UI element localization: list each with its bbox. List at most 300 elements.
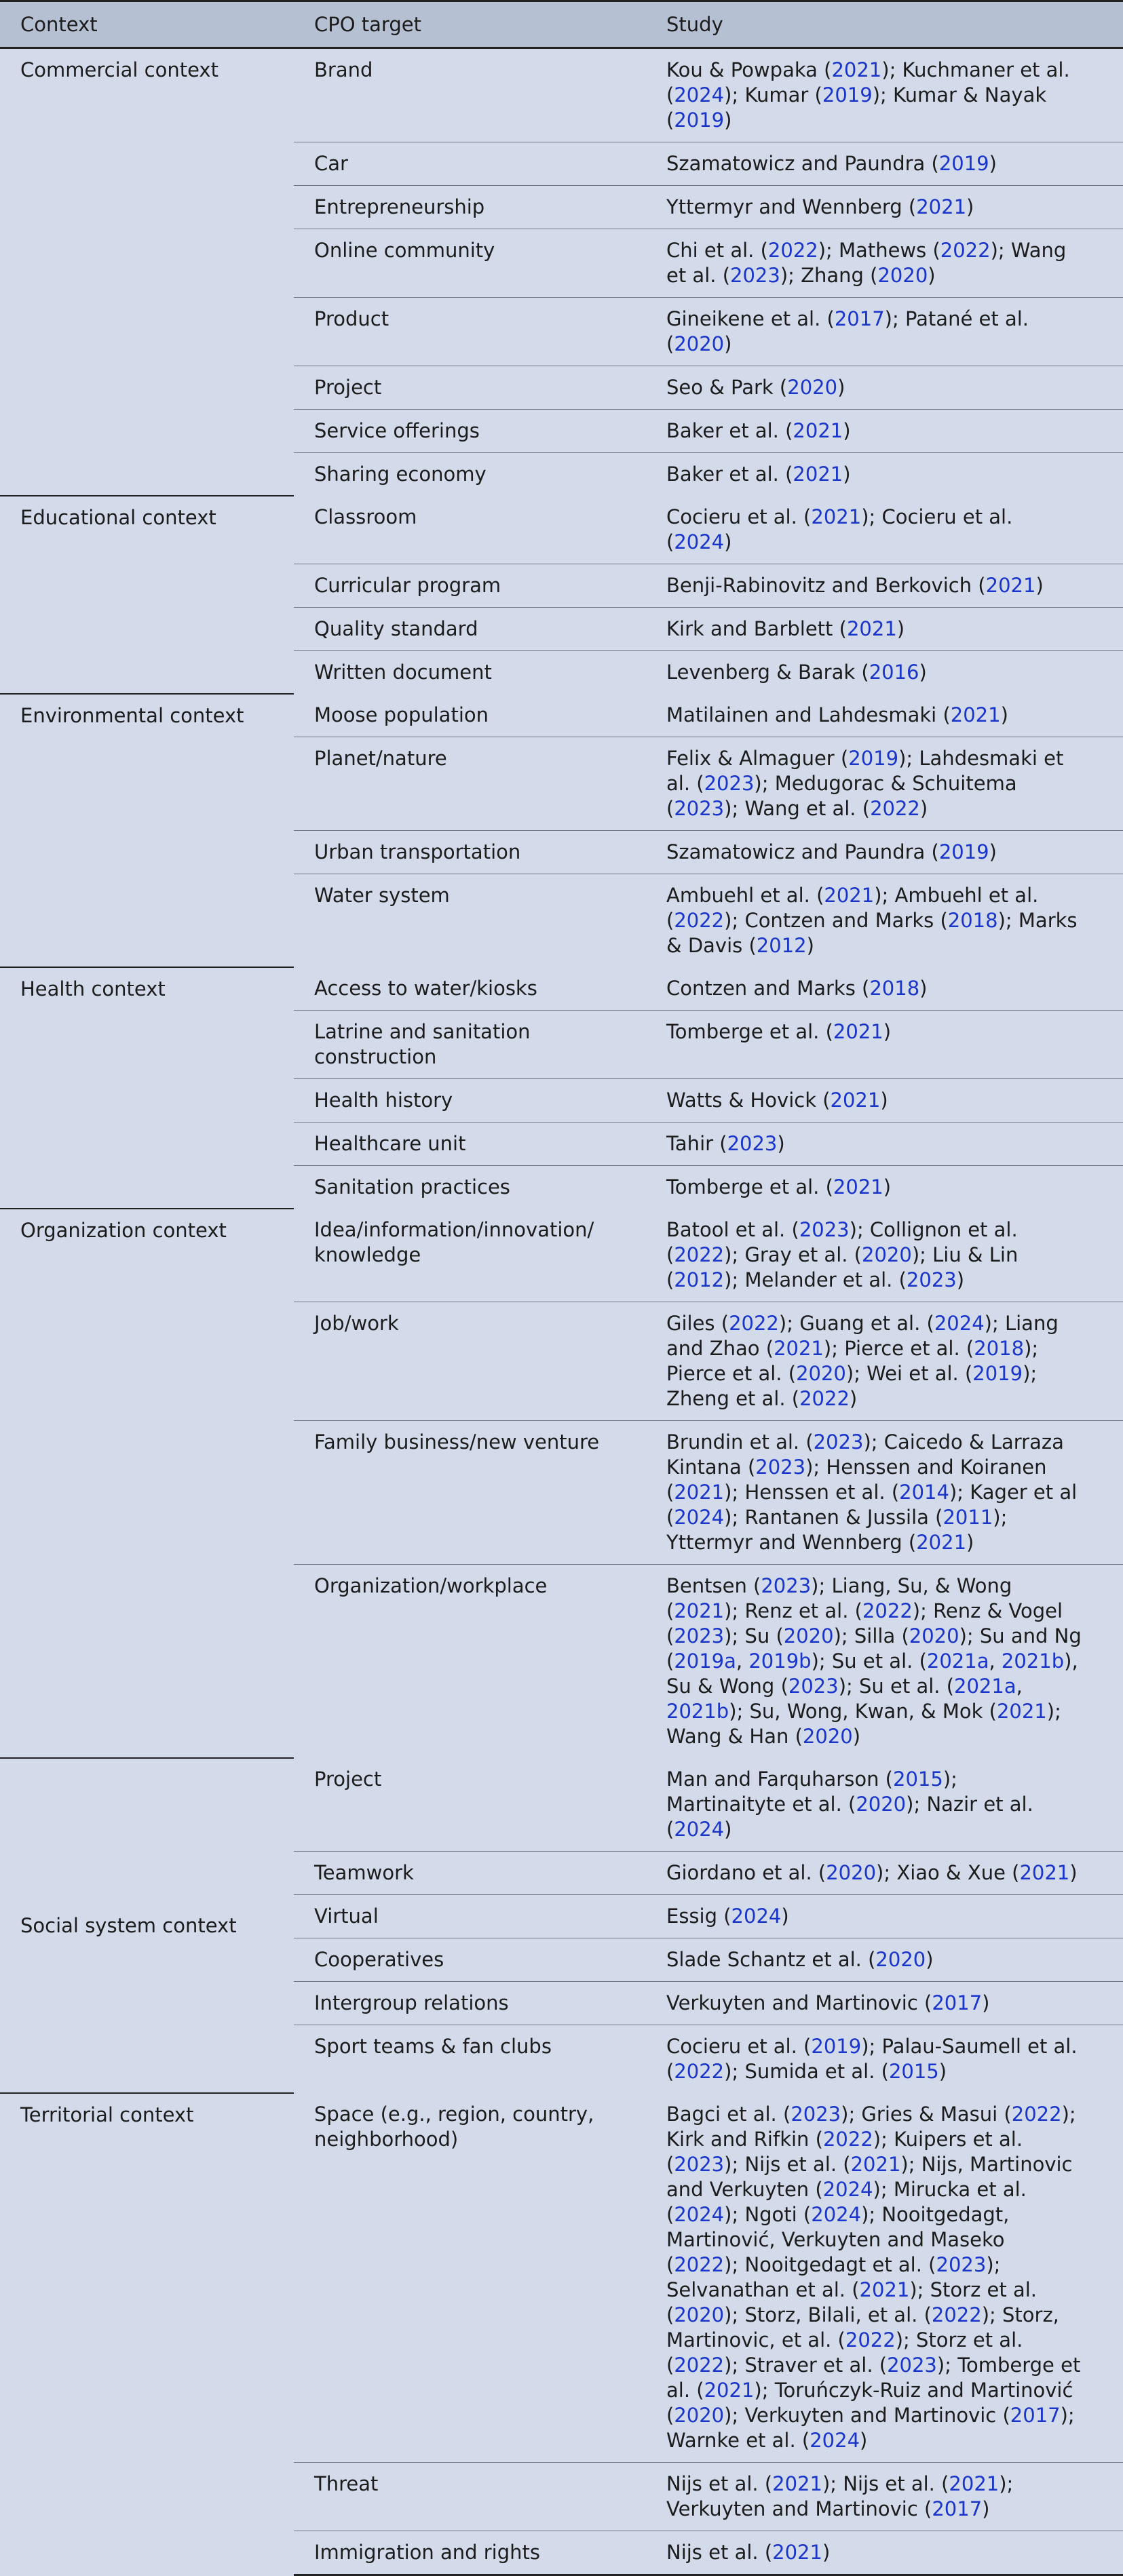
citation-text: ) — [956, 1268, 965, 1291]
year-link[interactable]: 2023 — [887, 2354, 937, 2377]
header-study: Study — [646, 1, 1123, 48]
citation-text: ); Verkuyten and Martinovic ( — [666, 2472, 1014, 2520]
study-cell — [646, 142, 1123, 186]
citation-text: ) — [896, 617, 905, 640]
year-link[interactable]: 2017 — [932, 1991, 983, 2014]
citation-text: Seo & Park ( — [666, 376, 788, 399]
study-cell — [646, 831, 1123, 874]
year-link[interactable]: 2023 — [674, 2153, 725, 2176]
citation-text: ); Caicedo & Larraza Kintana ( — [666, 1430, 1064, 1479]
citation-text: Levenberg & Barak ( — [666, 661, 869, 684]
year-link[interactable]: 2020 — [826, 1861, 877, 1884]
study-cell — [646, 496, 1123, 564]
citation-text: ) — [781, 1905, 789, 1928]
citation-text: ) — [822, 2541, 831, 2564]
year-link[interactable]: 2017 — [834, 307, 885, 330]
year-link[interactable]: 2022 — [729, 1312, 779, 1335]
year-link[interactable]: 2014 — [899, 1481, 949, 1504]
citation-text: Bagci et al. ( — [666, 2103, 791, 2126]
year-link[interactable]: 2017 — [932, 2497, 983, 2520]
citation-text: ) — [724, 1818, 732, 1841]
table-row — [0, 967, 1123, 1011]
year-link[interactable]: 2021 — [833, 1175, 883, 1198]
citation-text: Verkuyten and Martinovic ( — [666, 1991, 932, 2014]
year-link[interactable]: 2023 — [906, 1268, 957, 1291]
citation-text: Szamatowicz and Paundra ( — [666, 152, 939, 175]
citation-text: ); Gries & Masui ( — [841, 2103, 1012, 2126]
year-link[interactable]: 2022 — [674, 2354, 725, 2377]
year-link[interactable]: 2019 — [938, 840, 989, 863]
target-cell: Brand — [314, 58, 373, 81]
study-cell — [646, 1982, 1123, 2025]
target-cell: Planet/nature — [294, 737, 646, 831]
header-context: Context — [0, 1, 294, 48]
target-cell: Online community — [294, 229, 646, 298]
citation-text: Nijs et al. ( — [666, 2472, 773, 2495]
year-link[interactable]: 2023 — [727, 1132, 778, 1155]
year-link[interactable]: 2023 — [799, 1218, 850, 1241]
year-link[interactable]: 2024 — [674, 1506, 725, 1529]
year-link[interactable]: 2021 — [830, 1089, 881, 1112]
target-cell: Teamwork — [294, 1852, 646, 1895]
citation-text: ); Nijs et al. ( — [724, 2153, 851, 2176]
citation-text: ); Sumida et al. ( — [724, 2060, 889, 2083]
citation-text: Kou & Powpaka ( — [666, 58, 832, 81]
year-link[interactable]: 2018 — [869, 977, 920, 1000]
target-cell: Space (e.g., region, country, neighborhood) — [314, 2103, 594, 2151]
context-cell: Environmental context — [0, 694, 294, 967]
year-link[interactable]: 2022 — [822, 2128, 873, 2151]
year-link[interactable]: 2022 — [862, 1599, 913, 1622]
target-cell: Job/work — [294, 1302, 646, 1421]
year-link[interactable]: 2022 — [931, 2303, 982, 2326]
study-cell — [646, 2463, 1123, 2531]
citation-text: ) — [880, 1089, 888, 1112]
table-body — [0, 48, 1123, 2575]
year-link[interactable]: 2021 — [950, 703, 1001, 726]
citation-text: ); Su, Wong, Kwan, & Mok ( — [729, 1700, 997, 1723]
target-cell: Organization/workplace — [294, 1565, 646, 1759]
citation-text: ) — [919, 977, 928, 1000]
year-link[interactable]: 2019 — [972, 1362, 1023, 1385]
citation-text: ); Liu & Lin ( — [666, 1243, 1019, 1291]
citation-text: ) — [938, 2060, 947, 2083]
citation-text: Tomberge et al. ( — [666, 1175, 833, 1198]
citation-text: ); Palau-Saumell et al. ( — [666, 2035, 1078, 2083]
citation-text: ); Wang & Han ( — [666, 1700, 1061, 1748]
year-link[interactable]: 2023 — [704, 772, 755, 795]
year-link[interactable]: 2022 — [674, 1243, 725, 1266]
target-cell: Quality standard — [294, 608, 646, 651]
study-cell — [646, 694, 1123, 737]
year-link[interactable]: 2021 — [859, 2278, 910, 2301]
year-link[interactable]: 2022 — [940, 239, 991, 262]
citation-text: ); Zhang ( — [780, 264, 878, 287]
citation-text: ); Su ( — [724, 1624, 784, 1647]
study-cell — [646, 2531, 1123, 2575]
citation-text: Yttermyr and Wennberg ( — [666, 195, 917, 218]
context-cell: Health context — [0, 967, 294, 1209]
year-link[interactable]: 2020 — [909, 1624, 959, 1647]
citation-text: Szamatowicz and Paundra ( — [666, 840, 939, 863]
citation-text: ) — [883, 1175, 892, 1198]
year-link[interactable]: 2019b — [748, 1650, 812, 1673]
citation-text: ); Patané et al. ( — [666, 307, 1029, 355]
citation-text: Contzen and Marks ( — [666, 977, 870, 1000]
year-link[interactable]: 2022 — [674, 909, 725, 932]
citation-text: ); Kager et al ( — [666, 1481, 1078, 1529]
citation-text: Man and Farquharson ( — [666, 1768, 893, 1791]
year-link[interactable]: 2023 — [936, 2253, 987, 2276]
target-cell: Health history — [294, 1079, 646, 1123]
year-link[interactable]: 2020 — [783, 1624, 834, 1647]
year-link[interactable]: 2019 — [674, 109, 725, 132]
target-cell: Urban transportation — [294, 831, 646, 874]
year-link[interactable]: 2011 — [943, 1506, 993, 1529]
citation-text: ); Wei et al. ( — [845, 1362, 973, 1385]
target-cell: Classroom — [314, 505, 417, 528]
year-link[interactable]: 2021 — [831, 58, 882, 81]
citation-text: ); Su et al. ( — [811, 1650, 927, 1673]
study-cell — [646, 967, 1123, 1011]
year-link[interactable]: 2021 — [811, 505, 862, 528]
citation-text: ); Storz et al. ( — [666, 2278, 1038, 2326]
citation-text: ); Nijs et al. ( — [822, 2472, 949, 2495]
study-cell — [646, 651, 1123, 695]
year-link[interactable]: 2022 — [845, 2328, 896, 2351]
study-cell — [646, 298, 1123, 366]
citation-text: ); Nazir et al. ( — [666, 1793, 1033, 1841]
study-cell — [646, 1895, 1123, 1938]
year-link[interactable]: 2019 — [822, 83, 873, 106]
year-link[interactable]: 2016 — [869, 661, 919, 684]
year-link[interactable]: 2021 — [916, 195, 967, 218]
citation-text: ) — [843, 463, 851, 486]
citation-text: Bentsen ( — [666, 1574, 761, 1597]
year-link[interactable]: 2015 — [888, 2060, 939, 2083]
year-link[interactable]: 2021 — [772, 2472, 822, 2495]
citation-text: , — [736, 1650, 749, 1673]
citation-text: ); Wang et al. ( — [666, 239, 1067, 287]
year-link[interactable]: 2017 — [1010, 2404, 1061, 2427]
year-link[interactable]: 2020 — [674, 2303, 725, 2326]
year-link[interactable]: 2021 — [996, 1700, 1047, 1723]
study-cell — [646, 608, 1123, 651]
year-link[interactable]: 2021 — [846, 617, 897, 640]
citation-text: ) — [966, 1531, 974, 1554]
citation-text: ) — [919, 797, 928, 820]
year-link[interactable]: 2022 — [799, 1387, 850, 1410]
citation-text: ); Warnke et al. ( — [666, 2404, 1075, 2452]
year-link[interactable]: 2021a — [926, 1650, 989, 1673]
year-link[interactable]: 2024 — [674, 530, 725, 553]
year-link[interactable]: 2021 — [1019, 1861, 1070, 1884]
target-cell: Sanitation practices — [294, 1166, 646, 1209]
year-link[interactable]: 2021 — [949, 2472, 1000, 2495]
study-cell — [646, 874, 1123, 968]
citation-text: Baker et al. ( — [666, 463, 793, 486]
citation-text: Chi et al. ( — [666, 239, 768, 262]
year-link[interactable]: 2021 — [985, 574, 1036, 597]
table-row — [0, 2093, 1123, 2463]
citation-text: ); Pierce et al. ( — [823, 1337, 974, 1360]
year-link[interactable]: 2022 — [767, 239, 818, 262]
citation-text: ); Nijs, Martinovic and Verkuyten ( — [666, 2153, 1073, 2201]
year-link[interactable]: 2024 — [810, 2429, 860, 2452]
citation-text: ); Collignon et al. ( — [666, 1218, 1018, 1266]
citation-text: ); Cocieru et al. ( — [666, 505, 1013, 553]
citation-text: Tahir ( — [666, 1132, 727, 1155]
year-link[interactable]: 2020 — [856, 1793, 907, 1816]
citation-text: ); Renz & Vogel ( — [666, 1599, 1063, 1647]
citation-text: Kirk and Barblett ( — [666, 617, 847, 640]
year-link[interactable]: 2019a — [674, 1650, 736, 1673]
year-link[interactable]: 2022 — [674, 2060, 725, 2083]
study-cell — [646, 1123, 1123, 1166]
year-link[interactable]: 2024 — [731, 1905, 782, 1928]
context-cell: Commercial context — [20, 58, 218, 81]
year-link[interactable]: 2021a — [954, 1675, 1016, 1698]
year-link[interactable]: 2024 — [934, 1312, 985, 1335]
year-link[interactable]: 2019 — [938, 152, 989, 175]
year-link[interactable]: 2022 — [870, 797, 920, 820]
target-cell: Virtual — [294, 1895, 646, 1938]
target-cell: Project — [314, 1768, 382, 1791]
target-cell: Idea/information/innovation/ knowledge — [314, 1218, 594, 1266]
citation-text: ) — [724, 530, 732, 553]
year-link[interactable]: 2019 — [848, 747, 899, 770]
year-link[interactable]: 2021 — [674, 1599, 725, 1622]
study-cell — [646, 1852, 1123, 1895]
year-link[interactable]: 2018 — [974, 1337, 1025, 1360]
citation-text: ); Wang et al. ( — [724, 797, 871, 820]
citation-text: ); Silla ( — [833, 1624, 909, 1647]
year-link[interactable]: 2024 — [674, 83, 725, 106]
year-link[interactable]: 2021b — [1001, 1650, 1065, 1673]
citation-text: , — [1016, 1675, 1023, 1698]
citation-text: ) — [1035, 574, 1044, 597]
year-link[interactable]: 2021 — [793, 419, 843, 442]
year-link[interactable]: 2023 — [730, 264, 780, 287]
target-cell: Latrine and sanitation construction — [294, 1011, 646, 1079]
study-cell — [646, 1302, 1123, 1421]
year-link[interactable]: 2021 — [916, 1531, 967, 1554]
citation-text: ); Liang, Su, & Wong ( — [666, 1574, 1012, 1622]
citation-text: ) — [989, 840, 997, 863]
citation-text: ); Tomberge et al. ( — [666, 2354, 1081, 2402]
study-cell — [646, 1758, 1123, 1852]
target-cell: Curricular program — [294, 564, 646, 608]
citation-text: ); Kumar & Nayak ( — [666, 83, 1047, 132]
citation-text: ); Mirucka et al. ( — [666, 2178, 1027, 2226]
year-link[interactable]: 2020 — [796, 1362, 846, 1385]
table-row — [0, 694, 1123, 737]
citation-text: Cocieru et al. ( — [666, 505, 812, 528]
year-link[interactable]: 2021 — [850, 2153, 901, 2176]
study-cell — [646, 2025, 1123, 2094]
citation-text: ); Lahdesmaki et al. ( — [666, 747, 1064, 795]
study-cell — [646, 564, 1123, 608]
citation-text: ) — [1069, 1861, 1078, 1884]
citation-text: ); Renz et al. ( — [724, 1599, 862, 1622]
citation-text: ); Guang et al. ( — [778, 1312, 934, 1335]
year-link[interactable]: 2018 — [947, 909, 998, 932]
year-link[interactable]: 2024 — [811, 2203, 862, 2226]
study-cell — [646, 410, 1123, 453]
year-link[interactable]: 2023 — [761, 1574, 812, 1597]
year-link[interactable]: 2021 — [674, 1481, 725, 1504]
year-link[interactable]: 2023 — [788, 1675, 839, 1698]
citation-text: ); Yttermyr and Wennberg ( — [666, 1506, 1008, 1554]
target-cell: Intergroup relations — [294, 1982, 646, 2025]
citation-text: Giordano et al. ( — [666, 1861, 826, 1884]
year-link[interactable]: 2024 — [674, 1818, 725, 1841]
year-link[interactable]: 2021 — [824, 884, 875, 907]
study-cell — [646, 1079, 1123, 1123]
citation-text: ); Henssen et al. ( — [724, 1481, 900, 1504]
citation-text: ) — [806, 934, 814, 957]
year-link[interactable]: 2020 — [674, 2404, 725, 2427]
table-row — [0, 1209, 1123, 1302]
citation-text: Watts & Hovick ( — [666, 1089, 831, 1112]
year-link[interactable]: 2012 — [756, 934, 807, 957]
header-row — [0, 1, 1123, 48]
year-link[interactable]: 2022 — [1011, 2103, 1062, 2126]
citation-text: ); Selvanathan et al. ( — [666, 2253, 1001, 2301]
target-cell: Immigration and rights — [294, 2531, 646, 2575]
citation-text: ); Kumar ( — [724, 83, 822, 106]
target-cell: Threat — [294, 2463, 646, 2531]
year-link[interactable]: 2020 — [877, 264, 928, 287]
citation-text: ); Storz, Martinovic, et al. ( — [666, 2303, 1059, 2351]
citation-text: ) — [982, 2497, 990, 2520]
year-link[interactable]: 2021 — [774, 1337, 824, 1360]
citation-text: , — [989, 1650, 1002, 1673]
citation-text: ); Kuipers et al. ( — [666, 2128, 1023, 2176]
citation-text: ); Rantanen & Jussila ( — [724, 1506, 943, 1529]
target-cell: Written document — [294, 651, 646, 695]
year-link[interactable]: 2023 — [674, 1624, 725, 1647]
year-link[interactable]: 2019 — [811, 2035, 862, 2058]
citation-text: ); Zheng et al. ( — [666, 1362, 1038, 1410]
citation-text: ); Kuchmaner et al. ( — [666, 58, 1070, 106]
citation-text: ) — [928, 264, 936, 287]
study-cell — [646, 453, 1123, 496]
year-link[interactable]: 2022 — [674, 2253, 725, 2276]
citation-text: ); Liang and Zhao ( — [666, 1312, 1059, 1360]
citation-text: ); Martinaityte et al. ( — [666, 1768, 957, 1816]
study-cell — [646, 737, 1123, 831]
citation-text: ); Storz et al. ( — [666, 2328, 1023, 2377]
citation-text: Batool et al. ( — [666, 1218, 799, 1241]
citation-text: ); Ambuehl et al. ( — [666, 884, 1039, 932]
year-link[interactable]: 2021b — [666, 1700, 729, 1723]
citation-text: ) — [724, 332, 732, 355]
target-cell: Cooperatives — [294, 1938, 646, 1982]
year-link[interactable]: 2015 — [893, 1768, 943, 1791]
year-link[interactable]: 2024 — [674, 2203, 725, 2226]
citation-text: ); Su et al. ( — [838, 1675, 955, 1698]
citation-text: Gineikene et al. ( — [666, 307, 835, 330]
study-cell — [646, 1209, 1123, 1302]
citation-text: Nijs et al. ( — [666, 2541, 773, 2564]
year-link[interactable]: 2021 — [704, 2379, 755, 2402]
target-cell: Access to water/kiosks — [314, 977, 537, 1000]
citation-text: ) — [837, 376, 845, 399]
year-link[interactable]: 2023 — [674, 797, 725, 820]
year-link[interactable]: 2023 — [791, 2103, 841, 2126]
citation-text: ); Marks & Davis ( — [666, 909, 1078, 957]
citation-text: ), Su & Wong ( — [666, 1650, 1078, 1698]
citation-text: Essig ( — [666, 1905, 731, 1928]
citation-text: ); Toruńczyk-Ruiz and Martinović ( — [666, 2379, 1073, 2427]
citation-text: Felix & Almaguer ( — [666, 747, 849, 770]
citation-text: ); Straver et al. ( — [724, 2354, 888, 2377]
study-cell — [646, 229, 1123, 298]
target-cell: Product — [294, 298, 646, 366]
citation-text: Benji-Rabinovitz and Berkovich ( — [666, 574, 986, 597]
citation-text: ); Henssen and Koiranen ( — [666, 1456, 1047, 1504]
year-link[interactable]: 2020 — [862, 1243, 912, 1266]
citation-text: ) — [724, 109, 732, 132]
citation-text: ) — [883, 1020, 892, 1043]
citation-text: Slade Schantz et al. ( — [666, 1948, 876, 1971]
year-link[interactable]: 2020 — [787, 376, 838, 399]
year-link[interactable]: 2021 — [772, 2541, 822, 2564]
citation-text: ) — [926, 1948, 934, 1971]
citation-text: ); Su and Ng ( — [666, 1624, 1082, 1673]
citation-text: ); Verkuyten and Martinovic ( — [724, 2404, 1010, 2427]
citation-text: Brundin et al. ( — [666, 1430, 814, 1453]
year-link[interactable]: 2021 — [793, 463, 843, 486]
citation-text: ); Kirk and Rifkin ( — [666, 2103, 1076, 2151]
study-cell — [646, 1938, 1123, 1982]
target-cell: Entrepreneurship — [294, 186, 646, 229]
table-row — [0, 1758, 1123, 1852]
citation-text: Giles ( — [666, 1312, 729, 1335]
target-cell: Healthcare unit — [294, 1123, 646, 1166]
year-link[interactable]: 2023 — [755, 1456, 806, 1479]
citation-text: Matilainen and Lahdesmaki ( — [666, 703, 951, 726]
target-cell: Sharing economy — [294, 453, 646, 496]
citation-text: ); Storz, Bilali, et al. ( — [724, 2303, 932, 2326]
table-row — [0, 496, 1123, 564]
year-link[interactable]: 2021 — [833, 1020, 883, 1043]
target-cell: Family business/new venture — [294, 1421, 646, 1565]
study-cell — [646, 366, 1123, 410]
year-link[interactable]: 2023 — [813, 1430, 864, 1453]
year-link[interactable]: 2020 — [802, 1725, 853, 1748]
context-cell: Social system context — [0, 1758, 294, 2093]
table-row — [0, 48, 1123, 142]
target-cell: Service offerings — [294, 410, 646, 453]
year-link[interactable]: 2012 — [674, 1268, 725, 1291]
citation-text: ); Xiao & Xue ( — [876, 1861, 1020, 1884]
citation-text: ); Ngoti ( — [724, 2203, 812, 2226]
year-link[interactable]: 2020 — [875, 1948, 926, 1971]
target-cell: Project — [294, 366, 646, 410]
context-cell: Organization context — [0, 1209, 294, 1758]
study-cell — [646, 1166, 1123, 1209]
year-link[interactable]: 2024 — [822, 2178, 873, 2201]
citation-text: Ambuehl et al. ( — [666, 884, 824, 907]
citation-text: ) — [919, 661, 927, 684]
citation-text: ); Pierce et al. ( — [666, 1337, 1039, 1385]
citation-text: ); Mathews ( — [818, 239, 940, 262]
citation-text: ) — [982, 1991, 990, 2014]
citation-text: ); Medugorac & Schuitema ( — [666, 772, 1017, 820]
year-link[interactable]: 2020 — [674, 332, 725, 355]
